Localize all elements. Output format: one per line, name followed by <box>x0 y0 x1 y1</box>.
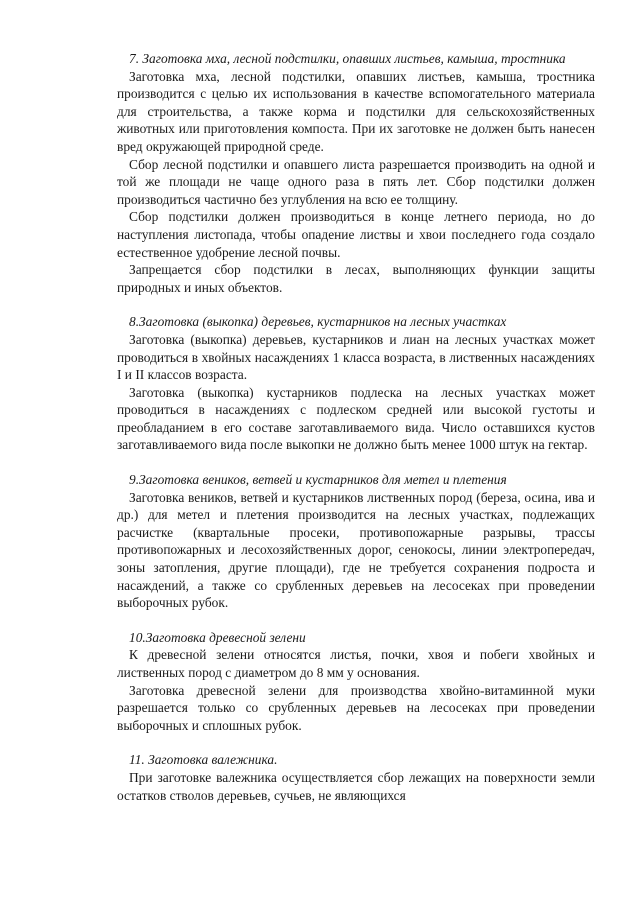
section-9-title: 9.Заготовка веников, ветвей и кустарников для метел и плетения <box>129 472 507 488</box>
section-7-paragraph-2: Сбор лесной подстилки и опавшего листа разрешается производить на одной и той же площади не чаще одного раза в пять лет. Сбор подстилки должен производиться частично без углубления на всю ее толщину. <box>117 156 595 207</box>
section-8-paragraph-2: Заготовка (выкопка) кустарников подлеска на лесных участках может проводиться в насаждениях с подлеском средней или высокой густоты и преобладанием в его составе заготавливаемого вида. Число оставшихся кустов заготавливаемого вида после выкопки не должно быть менее 1000 штук на гектар. <box>117 384 595 453</box>
section-8-title: 8.Заготовка (выкопка) деревьев, кустарников на лесных участках <box>129 314 507 330</box>
section-11-title: 11. Заготовка валежника. <box>129 752 278 768</box>
section-10-paragraph-2: Заготовка древесной зелени для производства хвойно-витаминной муки разрешается только со срубленных деревьев на лесосеках при проведении выборочных и сплошных рубок. <box>117 682 595 733</box>
section-9-paragraph-1: Заготовка веников, ветвей и кустарников лиственных пород (береза, осина, ива и др.) для метел и плетения производится на лесных участках, подлежащих расчистке (квартальные просеки, противопожарные разрывы, трассы противопожарных и лесохозяйственных дорог, сенокосы, линии электропередач, зоны затопления, другие площади), где не требуется сохранения подроста и насаждений, а также со срубленных деревьев на лесосеках при проведении выборочных рубок. <box>117 489 595 611</box>
section-7-paragraph-4: Запрещается сбор подстилки в лесах, выполняющих функции защиты природных и иных объектов. <box>117 262 595 295</box>
section-8-paragraph-1: Заготовка (выкопка) деревьев, кустарников и лиан на лесных участках может проводиться в хвойных насаждениях 1 класса возраста, в лиственных насаждениях I и II классов возраста. <box>117 331 595 383</box>
section-7-title: 7. Заготовка мха, лесной подстилки, опавших листьев, камыша, тростника <box>129 51 566 66</box>
section-11-paragraph-1: При заготовке валежника осуществляется сбор лежащих на поверхности земли остатков стволов деревьев, сучьев, не являющихся <box>117 769 595 803</box>
section-7-paragraph-3: Сбор подстилки должен производиться в конце летнего периода, но до наступления листопада, чтобы опадение листвы и хвои последнего года создало естественное удобрение лесной почвы. <box>117 209 595 260</box>
section-10-title: 10.Заготовка древесной зелени <box>129 629 306 645</box>
document-page <box>117 50 595 804</box>
section-7-paragraph-1: Заготовка мха, лесной подстилки, опавших листьев, камыша, тростника производится с целью их использования в качестве вспомогательного материала для строительства, а также корма и подстилки для сельскохозяйственных животных или приготовления компоста. При их заготовке не должен быть нанесен вред окружающей природной среде. <box>117 68 595 154</box>
section-10-paragraph-1: К древесной зелени относятся листья, почки, хвоя и побеги хвойных и лиственных пород с диаметром до 8 мм у основания. <box>117 647 595 680</box>
